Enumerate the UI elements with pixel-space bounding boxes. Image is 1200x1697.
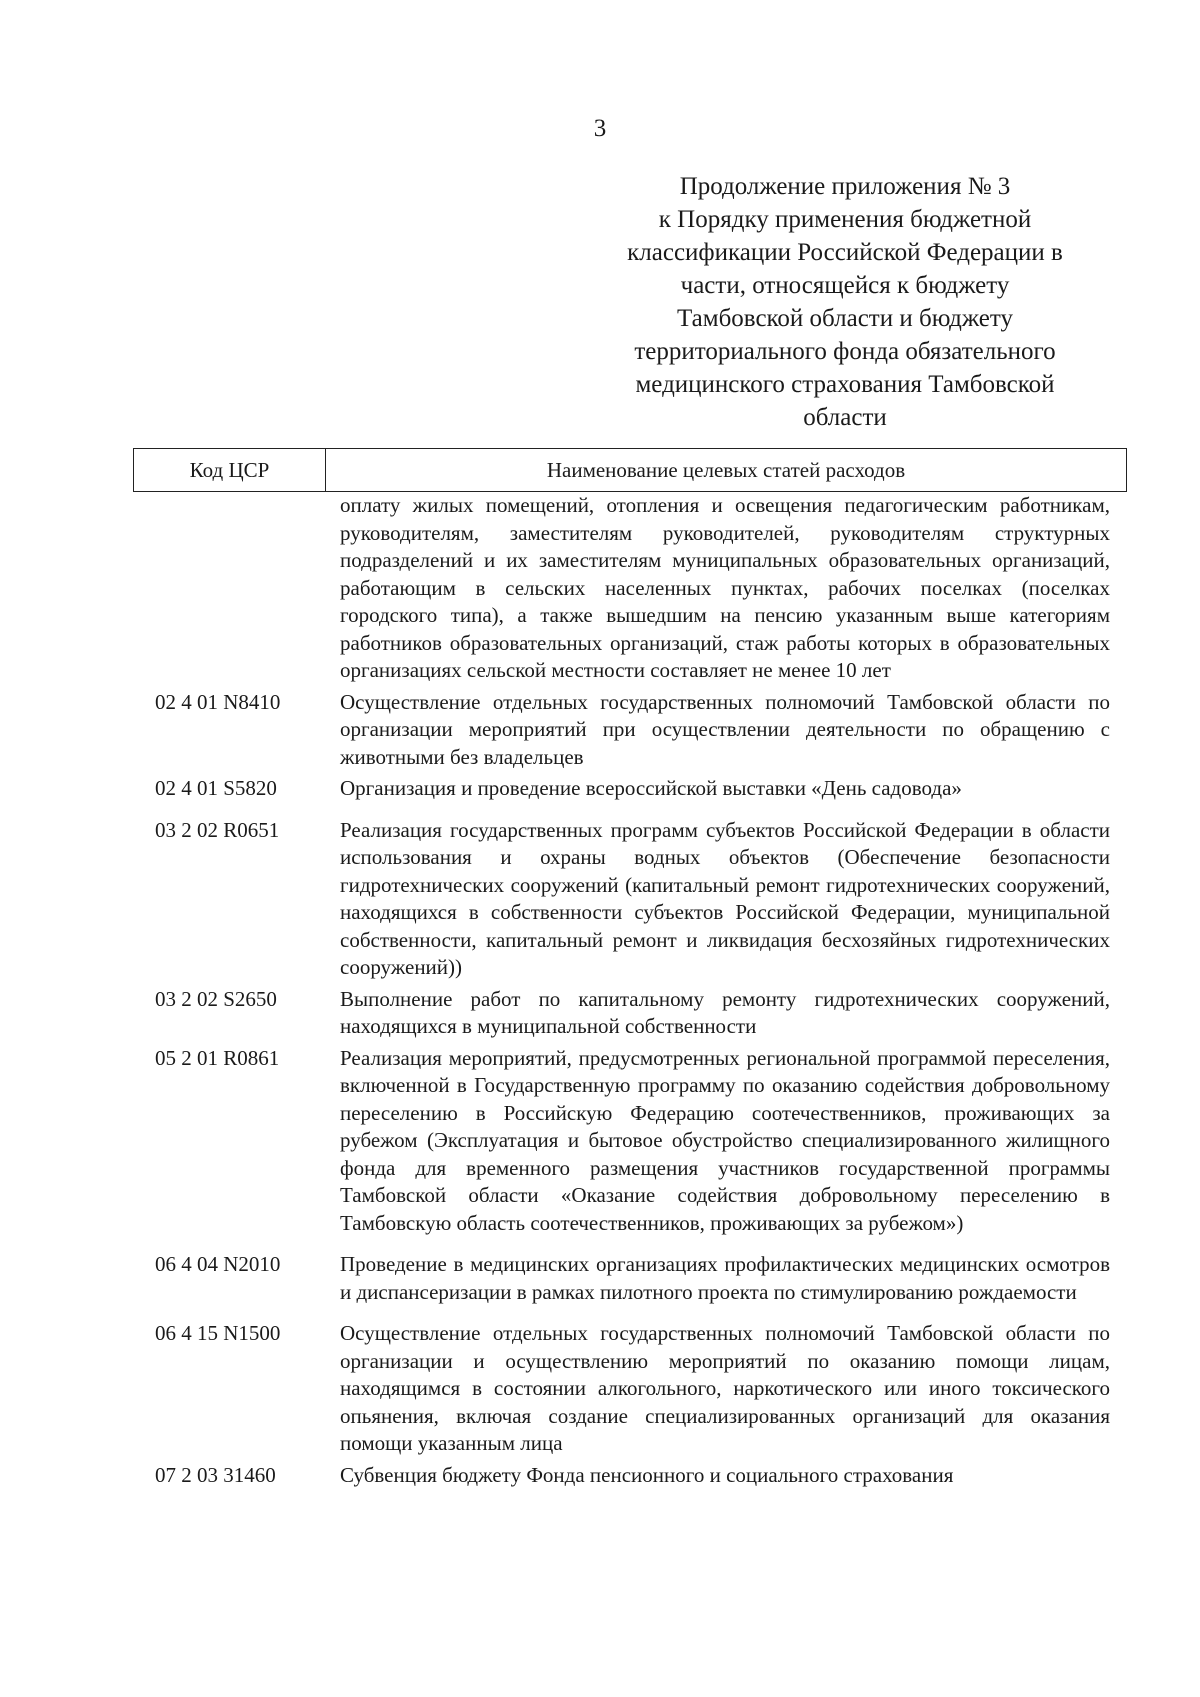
header-line: Продолжение приложения № 3	[679, 173, 1011, 200]
appendix-header	[590, 170, 1100, 434]
column-header-name: Наименование целевых статей расходов	[546, 457, 906, 482]
row-name: Проведение в медицинских организациях профилактических медицинских осмотров и диспансеризации в рамках пилотного проекта по стимулированию рождаемости	[340, 1252, 1110, 1304]
row-name: оплату жилых помещений, отопления и освещения педагогическим работникам, руководителям, заместителям руководителей, руководителям структурных подразделений и их заместителям муниципальных образовательных организаций, работающим в сельских населенных пунктах, рабочих поселках (поселках городского типа), а также вышедшим на пенсию указанным выше категориям работников образовательных организаций, стаж работы которых в образовательных организациях сельской местности составляет не менее 10 лет	[340, 493, 1110, 682]
page-number: 3	[593, 115, 607, 142]
row-code: 06 4 15 N1500	[155, 1321, 281, 1345]
header-line: области	[803, 404, 887, 431]
column-header-code: Код ЦСР	[134, 449, 326, 491]
header-line: части, относящейся к бюджету	[680, 272, 1010, 299]
row-code: 07 2 03 31460	[155, 1462, 276, 1487]
row-code: 03 2 02 S2650	[155, 986, 277, 1011]
table-row	[155, 775, 1125, 803]
header-line: медицинского страхования Тамбовской	[635, 371, 1055, 398]
table-body	[155, 492, 1125, 1489]
table-row	[155, 986, 1125, 1041]
row-code: 02 4 01 S5820	[155, 776, 277, 800]
table-header	[133, 448, 1127, 492]
row-code: 06 4 04 N2010	[155, 1252, 281, 1276]
table-row	[155, 1462, 1125, 1490]
header-line: к Порядку применения бюджетной	[658, 206, 1032, 233]
header-line: территориального фонда обязательного	[634, 338, 1056, 365]
row-code: 02 4 01 N8410	[155, 689, 281, 714]
row-name: Осуществление отдельных государственных полномочий Тамбовской области по организации мероприятий при осуществлении деятельности по обращению с животными без владельцев	[340, 689, 1110, 769]
row-name: Выполнение работ по капитальному ремонту гидротехнических сооружений, находящихся в муниципальной собственности	[340, 986, 1110, 1038]
table-row	[155, 492, 1125, 685]
row-name: Осуществление отдельных государственных полномочий Тамбовской области по организации и осуществлению мероприятий по оказанию помощи лицам, находящимся в состоянии алкогольного, наркотического или иного токсического опьянения, включая создание специализированных организаций для оказания помощи указанным лица	[340, 1321, 1110, 1455]
table-row	[155, 1320, 1125, 1458]
row-name: Реализация государственных программ субъектов Российской Федерации в области использования и охраны водных объектов (Обеспечение безопасности гидротехнических сооружений (капитальный ремонт гидротехнических сооружений, находящихся в собственности субъектов Российской Федерации, муниципальной собственности, капитальный ремонт и ликвидация бесхозяйных гидротехнических сооружений))	[340, 817, 1110, 979]
table-row	[155, 1045, 1125, 1238]
row-name: Организация и проведение всероссийской выставки «День садовода»	[340, 776, 962, 800]
header-line: Тамбовской области и бюджету	[677, 305, 1013, 332]
table-row	[155, 817, 1125, 982]
row-name: Реализация мероприятий, предусмотренных региональной программой переселения, включенной в Государственную программу по оказанию содействия добровольному переселению в Российскую Федерацию соотечественников, проживающих за рубежом (Эксплуатация и бытовое обустройство специализированного жилищного фонда для временного размещения участников государственной программы Тамбовской области «Оказание содействия добровольному переселению в Тамбовскую область соотечественников, проживающих за рубежом»)	[340, 1045, 1110, 1235]
header-line: классификации Российской Федерации в	[627, 239, 1063, 266]
row-name: Субвенция бюджету Фонда пенсионного и социального страхования	[340, 1462, 954, 1487]
row-code: 05 2 01 R0861	[155, 1045, 280, 1070]
table-row	[155, 689, 1125, 772]
row-code: 03 2 02 R0651	[155, 817, 280, 842]
table-row	[155, 1251, 1125, 1306]
